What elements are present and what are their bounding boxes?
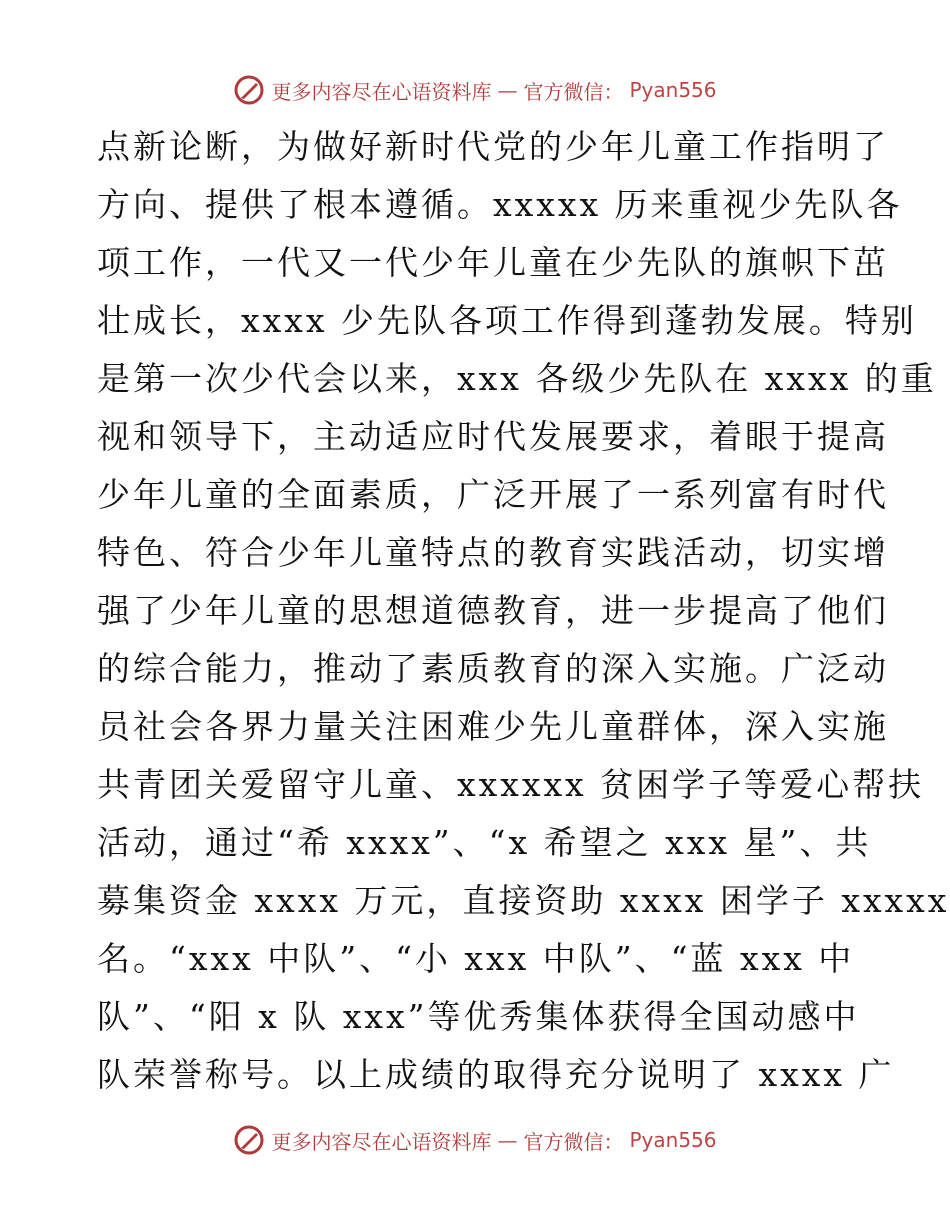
body-line: 名。“xxx 中队”、“小 xxx 中队”、“蓝 xxx 中: [97, 939, 855, 978]
body-line: 募集资金 xxxx 万元，直接资助 xxxx 困学子 xxxxx: [97, 881, 950, 920]
body-line: 方向、提供了根本遵循。xxxxx 历来重视少先队各: [97, 185, 903, 224]
watermark-separator: —: [497, 78, 518, 102]
body-line: 队荣誉称号。以上成绩的取得充分说明了 xxxx 广: [97, 1055, 895, 1094]
body-line: 共青团关爱留守儿童、xxxxxx 贫困学子等爱心帮扶: [97, 765, 925, 804]
body-line: 的综合能力，推动了素质教育的深入实施。广泛动: [97, 649, 889, 688]
body-line: 点新论断，为做好新时代党的少年儿童工作指明了: [97, 127, 889, 166]
document-body: [97, 118, 950, 1104]
watermark-text: 更多内容尽在心语资料库: [271, 1129, 492, 1154]
watermark-wechat-id: Pyan556: [629, 78, 717, 102]
body-line: 强了少年儿童的思想道德教育，进一步提高了他们: [97, 591, 889, 630]
body-line: 活动，通过“希 xxxx”、“x 希望之 xxx 星”、共: [97, 823, 872, 862]
watermark-label: 官方微信：: [523, 79, 624, 104]
body-line: 壮成长，xxxx 少先队各项工作得到蓬勃发展。特别: [97, 301, 917, 340]
watermark-label: 官方微信：: [523, 1129, 624, 1154]
footer-watermark: [0, 1122, 950, 1158]
watermark-wechat-id: Pyan556: [629, 1128, 717, 1152]
body-line: 项工作，一代又一代少年儿童在少先队的旗帜下茁: [97, 243, 889, 282]
body-line: 是第一次少代会以来，xxx 各级少先队在 xxxx 的重: [97, 359, 937, 398]
body-line: 视和领导下，主动适应时代发展要求，着眼于提高: [97, 417, 889, 456]
body-line: 员社会各界力量关注困难少先儿童群体，深入实施: [97, 707, 889, 746]
body-line: 特色、符合少年儿童特点的教育实践活动，切实增: [97, 533, 889, 572]
body-line: 少年儿童的全面素质，广泛开展了一系列富有时代: [97, 475, 889, 514]
quill-circle-logo-icon: [233, 74, 265, 106]
quill-circle-logo-icon: [233, 1124, 265, 1156]
watermark-text: 更多内容尽在心语资料库: [271, 79, 492, 104]
body-line: 队”、“阳 x 队 xxx”等优秀集体获得全国动感中: [97, 997, 860, 1036]
header-watermark: [0, 72, 950, 108]
watermark-separator: —: [497, 1128, 518, 1152]
